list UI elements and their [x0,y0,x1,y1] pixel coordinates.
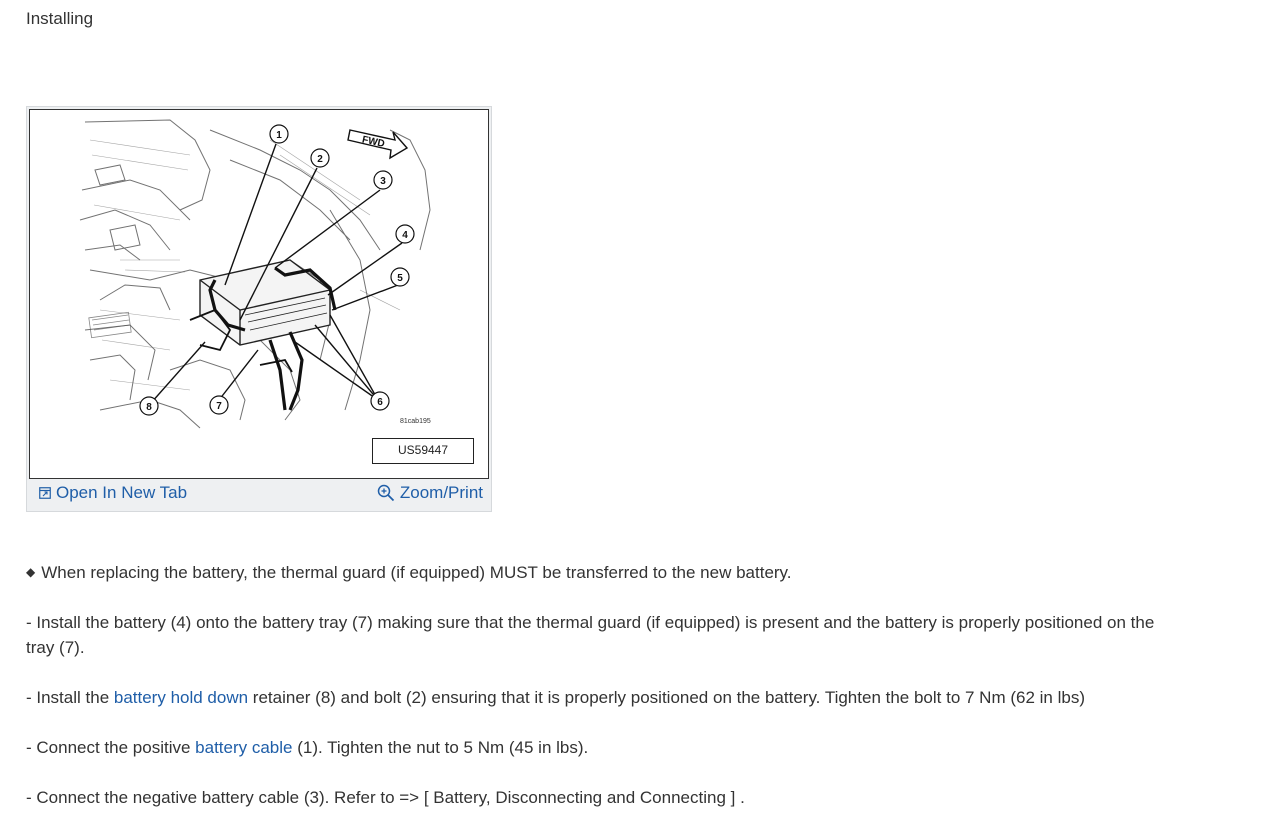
zoom-icon [377,484,395,502]
callout-7 [210,396,228,414]
step-hold-down-suffix: retainer (8) and bolt (2) ensuring that it is properly positioned on the battery. Tighten the bolt to 7 Nm (62 in lbs) [248,688,1085,707]
step-negative-cable-text: - Connect the negative battery cable (3). Refer to => [ Battery, Disconnecting and Connecting ] . [26,788,745,807]
callout-1 [270,125,288,143]
svg-text:3: 3 [380,176,386,187]
figure-code: 81cab195 [400,418,431,425]
open-in-new-tab-label: Open In New Tab [56,483,188,502]
open-in-new-tab-link[interactable] [39,483,187,503]
svg-text:6: 6 [377,397,383,408]
step-hold-down-prefix: - Install the [26,688,114,707]
step-positive-cable-suffix: (1). Tighten the nut to 5 Nm (45 in lbs). [292,738,589,757]
callout-6 [371,392,389,410]
zoom-print-link[interactable] [377,483,483,503]
note-line [26,560,1226,587]
step-positive-cable [26,735,1226,760]
fwd-label: FWD [361,134,386,150]
figure-image[interactable] [29,109,489,479]
step-install-battery-line1: - Install the battery (4) onto the battery tray (7) making sure that the thermal guard (if equipped) is present and the battery is properly positioned on the [26,613,1155,632]
svg-text:8: 8 [146,402,152,413]
note-text: When replacing the battery, the thermal guard (if equipped) MUST be transferred to the new battery. [41,563,792,582]
figure-container [26,106,492,512]
open-new-tab-icon [39,487,51,499]
svg-text:7: 7 [216,401,222,412]
battery-hold-down-link[interactable]: battery hold down [113,688,249,707]
svg-text:5: 5 [397,273,403,284]
diamond-bullet-icon: ◆ [26,565,36,579]
svg-text:2: 2 [317,154,323,165]
figure-id-label: US59447 [372,438,474,464]
zoom-print-label: Zoom/Print [399,483,483,502]
step-negative-cable [26,785,1226,810]
battery-cable-link[interactable]: battery cable [195,738,293,757]
step-positive-cable-prefix: - Connect the positive [26,738,196,757]
section-title: Installing [26,9,94,28]
callout-8 [140,397,158,415]
callout-2 [311,149,329,167]
callout-4 [396,225,414,243]
callout-5 [391,268,409,286]
step-install-battery-line2: tray (7). [26,638,85,657]
svg-text:4: 4 [402,230,408,241]
callout-3 [374,171,392,189]
step-hold-down [26,685,1226,710]
svg-text:1: 1 [276,130,282,141]
step-install-battery [26,610,1226,660]
